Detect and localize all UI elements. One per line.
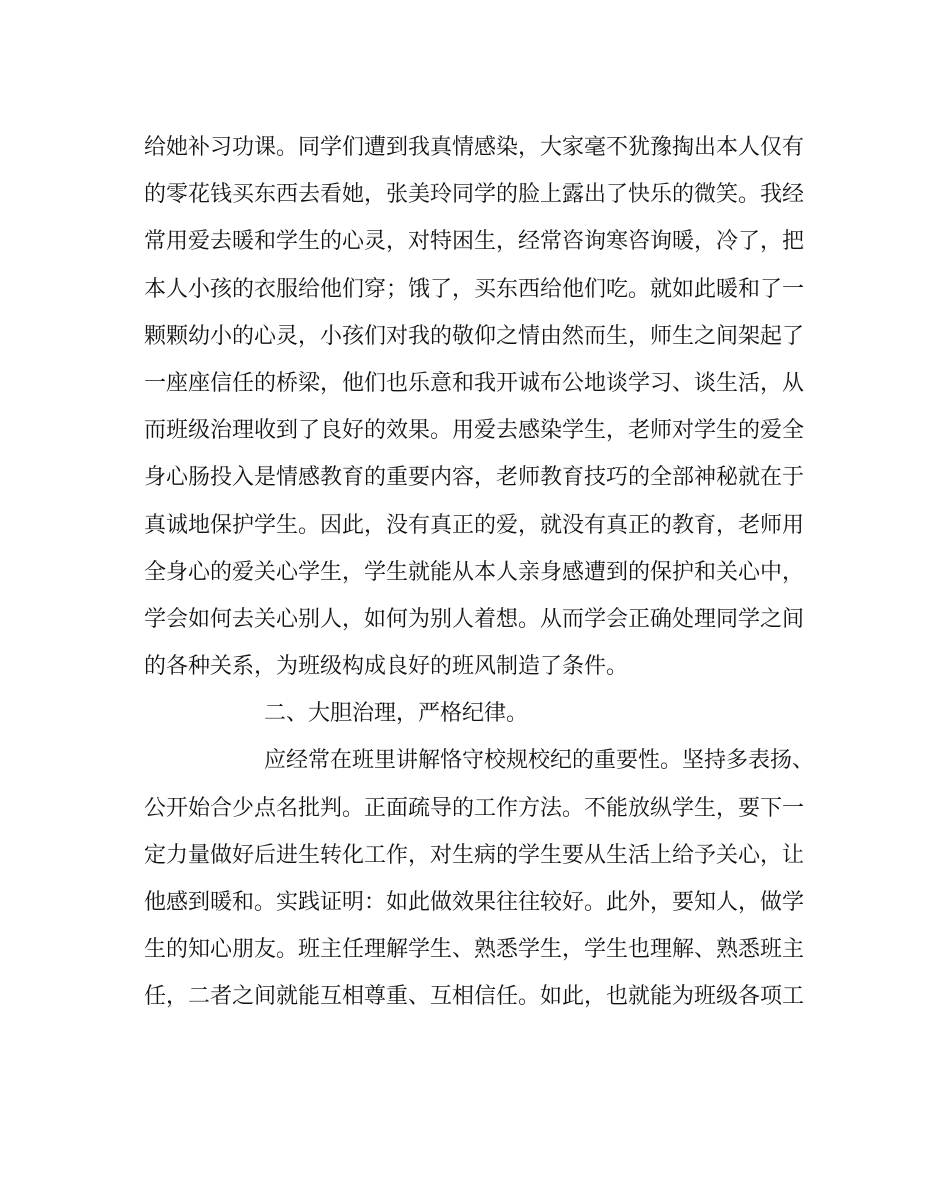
text-line: 一座座信任的桥梁，他们也乐意和我开诚布公地谈学习、谈生活，从 xyxy=(144,370,805,396)
text-line: 真诚地保护学生。因此，没有真正的爱，就没有真正的教育，老师用 xyxy=(144,512,805,538)
section-heading: 二、大胆治理，严格纪律。 xyxy=(264,701,529,727)
text-line: 全身心的爱关心学生，学生就能从本人亲身感遭到的保护和关心中， xyxy=(144,559,805,585)
text-line: 生的知心朋友。班主任理解学生、熟悉学生，学生也理解、熟悉班主 xyxy=(144,937,805,963)
paragraph-first-line: 应经常在班里讲解恪守校规校纪的重要性。坚持多表扬、 xyxy=(264,748,815,774)
body-text xyxy=(144,124,815,1021)
text-line: 本人小孩的衣服给他们穿；饿了，买东西给他们吃。就如此暖和了一 xyxy=(144,276,805,302)
text-line: 他感到暖和。实践证明：如此做效果往往较好。此外，要知人，做学 xyxy=(144,890,805,915)
text-line: 给她补习功课。同学们遭到我真情感染，大家毫不犹豫掏出本人仅有 xyxy=(144,135,805,160)
text-line: 定力量做好后进生转化工作，对生病的学生要从生活上给予关心，让 xyxy=(144,842,805,868)
text-line: 的零花钱买东西去看她，张美玲同学的脸上露出了快乐的微笑。我经 xyxy=(144,182,805,208)
text-line: 公开始合少点名批判。正面疏导的工作方法。不能放纵学生，要下一 xyxy=(144,795,805,821)
paragraph-end-line: 的各种关系，为班级构成良好的班风制造了条件。 xyxy=(144,654,629,680)
text-line: 学会如何去关心别人，如何为别人着想。从而学会正确处理同学之间 xyxy=(144,606,805,632)
text-line: 常用爱去暖和学生的心灵，对特困生，经常咨询寒咨询暖，冷了，把 xyxy=(144,229,805,255)
text-line: 任，二者之间就能互相尊重、互相信任。如此，也就能为班级各项工 xyxy=(144,984,805,1010)
text-line: 颗颗幼小的心灵，小孩们对我的敬仰之情由然而生，师生之间架起了 xyxy=(144,323,805,349)
text-line: 而班级治理收到了良好的效果。用爱去感染学生，老师对学生的爱全 xyxy=(144,418,805,444)
text-line: 身心肠投入是情感教育的重要内容，老师教育技巧的全部神秘就在于 xyxy=(144,465,805,491)
